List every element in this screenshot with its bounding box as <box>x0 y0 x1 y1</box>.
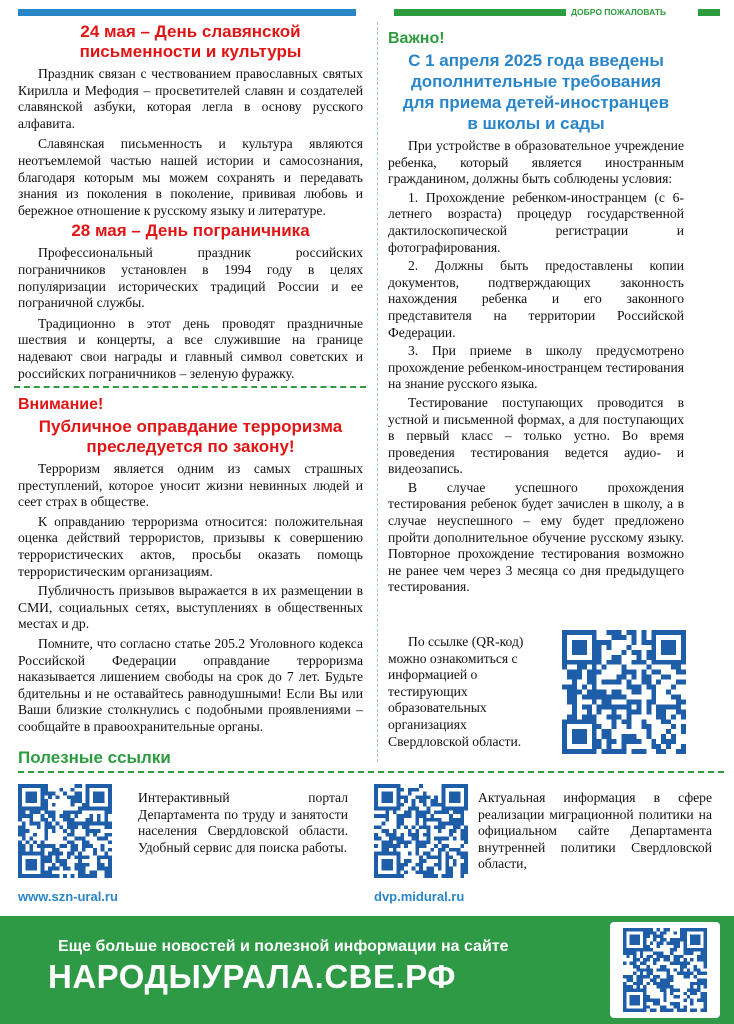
terror-paragraph: Терроризм является одним из самых страшных преступлений, которое уносит жизни невинных людей и сеет страх в обществе. <box>18 461 363 510</box>
requirement-item: 2. Должны быть предоставлены копии документов, подтверждающих законность нахождения ребенка и его законного представителя на территории Российской Федерации. <box>388 258 684 340</box>
top-green-bar-end <box>698 9 720 16</box>
footer-banner <box>0 916 734 1024</box>
attention-label: Внимание! <box>18 396 104 413</box>
top-green-bar <box>394 9 566 16</box>
footer-site[interactable]: НАРОДЫУРАЛА.СВЕ.РФ <box>48 958 456 995</box>
border-title: 28 мая – День пограничника <box>71 221 310 241</box>
link-description: Актуальная информация в сфере реализации миграционной политики на официальном сайте Департамента внутренней политики Свердловской области, <box>478 790 712 872</box>
qr-info-text: По ссылке (QR-код) можно ознакомиться с информацией о тестирующих образовательных организациях Свердловской области. <box>388 634 524 749</box>
szn-link[interactable]: www.szn-ural.ru <box>18 889 118 904</box>
right-column <box>388 30 684 596</box>
left-column <box>18 22 363 382</box>
terror-paragraph: Публичность призывов выражается в их размещении в СМИ, социальных сетях, выступлениях в общественных местах и др. <box>18 583 363 632</box>
top-blue-bar <box>18 9 356 16</box>
qr-code-icon[interactable] <box>18 784 112 878</box>
requirement-item: 3. При приеме в школу предусмотрено прохождение ребенком-иностранцем тестирования на знание русского языка. <box>388 343 684 392</box>
terror-paragraph: Помните, что согласно статье 205.2 Уголовного кодекса Российской Федерации оправдание терроризма наказывается лишением свободы на срок до 7 лет. Будьте бдительны и не оставайтесь равнодушными! Если Вы или Ваши близкие столкнулись с подобными проявлениями – сообщайте в правоохранительные органы. <box>18 635 363 734</box>
qr-code-icon[interactable] <box>623 928 707 1012</box>
dashed-divider <box>14 386 366 388</box>
footer-text: Еще больше новостей и полезной информации на сайте <box>58 938 509 955</box>
important-title: С 1 апреля 2025 года введены дополнительные требования для приема детей-иностранцев в школы и сады <box>402 51 670 133</box>
links-divider <box>18 771 724 773</box>
link-description: Интерактивный портал Департамента по труду и занятости населения Свердловской области. Удобный сервис для поиска работы. <box>138 790 348 855</box>
terror-section <box>18 396 363 736</box>
qr-code-icon[interactable] <box>562 630 686 754</box>
slavic-paragraph: Славянская письменность и культура являются неотъемлемой частью нашей истории и самосознания, благодаря которым мы можем сохранять и передавать знания из поколения в поколение, прививая любовь и бережное отношение к русскому языку и литературе. <box>18 136 363 218</box>
dvp-link[interactable]: dvp.midural.ru <box>374 889 465 904</box>
terror-title: Публичное оправдание терроризма преследуется по закону! <box>38 417 343 456</box>
slavic-title: 24 мая – День славянской письменности и культуры <box>79 22 302 61</box>
border-paragraph: Традиционно в этот день проводят праздничные шествия и концерты, а все служившие на границе надевают свои награды и главный символ советских и российских пограничников – зеленую фуражку. <box>18 315 363 381</box>
important-paragraph: При устройстве в образовательное учреждение ребенка, который является иностранным гражданином, должны быть соблюдены условия: <box>388 138 684 187</box>
important-paragraph: В случае успешного прохождения тестирования ребенок будет зачислен в школу, а в случае неуспешного – ему будет предложено пройти дополнительное обучение русскому языку. Повторное прохождение тестирования возможно не ранее чем через 3 месяца со дня предыдущего тестирования. <box>388 479 684 595</box>
important-label: Важно! <box>388 30 445 47</box>
useful-links-title: Полезные ссылки <box>18 748 171 767</box>
footer-qr-box <box>610 922 720 1018</box>
qr-code-icon[interactable] <box>374 784 468 878</box>
important-paragraph: Тестирование поступающих проводится в устной и письменной формах, а для поступающих в первый класс – только устно. Во время проведения тестирования ведется аудио- и видеозапись. <box>388 394 684 477</box>
requirement-item: 1. Прохождение ребенком-иностранцем (с 6-летнего возраста) процедур государственной дактилоскопической регистрации и фотографирования. <box>388 189 684 255</box>
terror-paragraph: К оправданию терроризма относится: положительная оценка действий террористов, призывы к совершению террористических актов, просьбы оказать помощь террористическим организациям. <box>18 513 363 579</box>
slavic-paragraph: Праздник связан с чествованием православных святых Кирилла и Мефодия – просветителей славян и создателей славянской азбуки, которая легла в основу русского алфавита. <box>18 66 363 131</box>
welcome-label: ДОБРО ПОЖАЛОВАТЬ <box>571 7 667 17</box>
border-paragraph: Профессиональный праздник российских пограничников установлен в 1994 году в целях популяризации исторических традиций России и ее пограничной службы. <box>18 245 363 311</box>
vertical-divider <box>377 22 378 762</box>
